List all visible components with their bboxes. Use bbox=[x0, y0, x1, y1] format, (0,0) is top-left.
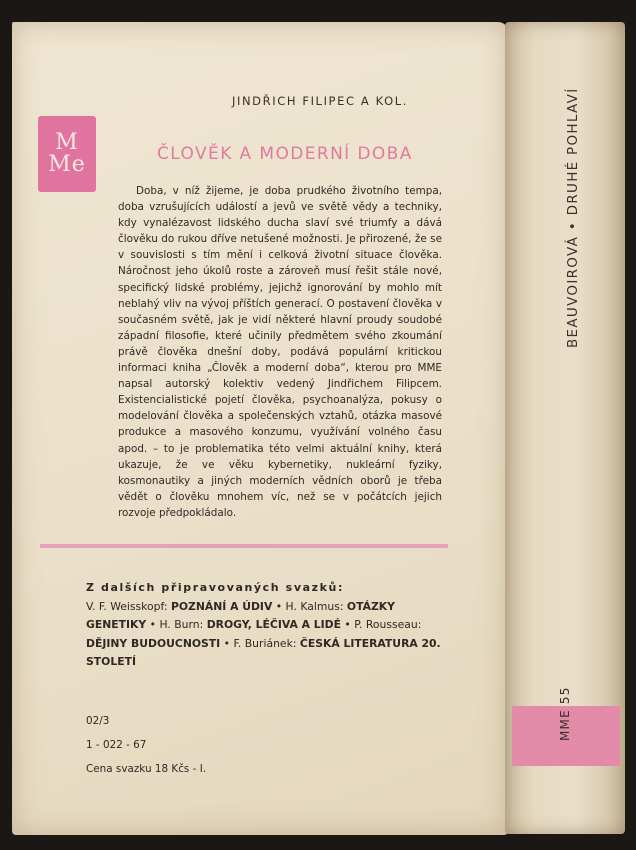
edition-code: 02/3 bbox=[86, 715, 110, 727]
upcoming-author: H. Kalmus: bbox=[285, 600, 344, 613]
upcoming-list bbox=[86, 598, 450, 671]
bullet: • bbox=[344, 618, 351, 632]
book-title: ČLOVĚK A MODERNÍ DOBA bbox=[157, 144, 413, 164]
upcoming-book: OTÁZKY GENETIKY bbox=[86, 600, 395, 632]
author-line: JINDŘICH FILIPEC A KOL. bbox=[232, 94, 408, 108]
price-line: Cena svazku 18 Kčs - I. bbox=[86, 763, 207, 775]
book-description: Doba, v níž žijeme, je doba prudkého životního tempa, doba vzrušujících událostí a jevů ve světě vědy a techniky, kdy vynalézavost lidského ducha slaví své triumfy a dává člověku do rukou dříve netušené možnosti. Je přirozené, že se v souvislosti s tím mění i celková životní situace člověka. Náročnost jeho úkolů roste a zároveň musí řešit stále nové, specifický lidské problémy, jejichž ignorování by mohlo mít neblahý vliv na vývoj příštích generací. O postavení člověka v současném světě, jak je vidí některé hlavní proudy soudobé západní filosofie, které učinily předmětem svého zkoumání právě člověka dnešní doby, podává populární kritickou informaci kniha „Člověk a moderní doba“, kterou pro MME napsal autorský kolektiv vedený Jindřichem Filipcem. Existencialistické pojetí člověka, psychoanalýza, pokusy o modelování člověka a společenských vztahů, otázka masové produkce a masového konzumu, využívání volného času apod. – to je problematika této velmi aktuální knihy, která ukazuje, že ve věku kybernetiky, nukleární fyziky, kosmonautiky a jiných moderních vědních oborů je třeba vědět o člověku mnohem víc, než se v počátcích jejich rozvoje předpokládalo. bbox=[118, 185, 442, 519]
upcoming-author: V. F. Weisskopf: bbox=[86, 600, 168, 613]
spine-series-label: MME 55 bbox=[558, 686, 572, 741]
bullet: • bbox=[275, 600, 283, 613]
upcoming-book: DROGY, LÉČIVA A LIDÉ bbox=[206, 618, 341, 632]
upcoming-book: ČESKÁ LITERATURA 20. STOLETÍ bbox=[86, 636, 441, 668]
upcoming-heading: Z dalších připravovaných svazků: bbox=[86, 581, 344, 594]
divider-rule bbox=[40, 544, 448, 548]
bullet: • bbox=[149, 618, 157, 632]
logo-line-1: M bbox=[55, 130, 79, 155]
upcoming-author: P. Rousseau: bbox=[354, 618, 422, 632]
upcoming-book: DĚJINY BUDOUCNOSTI bbox=[86, 636, 221, 650]
spine-title: BEAUVOIROVÁ • DRUHÉ POHLAVÍ bbox=[565, 88, 581, 349]
catalog-code: 1 - 022 - 67 bbox=[86, 739, 147, 751]
bullet: • bbox=[223, 636, 230, 650]
upcoming-author: F. Buriánek: bbox=[233, 636, 297, 650]
mme-logo bbox=[38, 116, 96, 192]
imprint-block bbox=[86, 709, 206, 781]
upcoming-book: POZNÁNÍ A ÚDIV bbox=[170, 600, 273, 613]
upcoming-author: H. Burn: bbox=[159, 618, 204, 632]
logo-line-2: Me bbox=[48, 152, 86, 177]
